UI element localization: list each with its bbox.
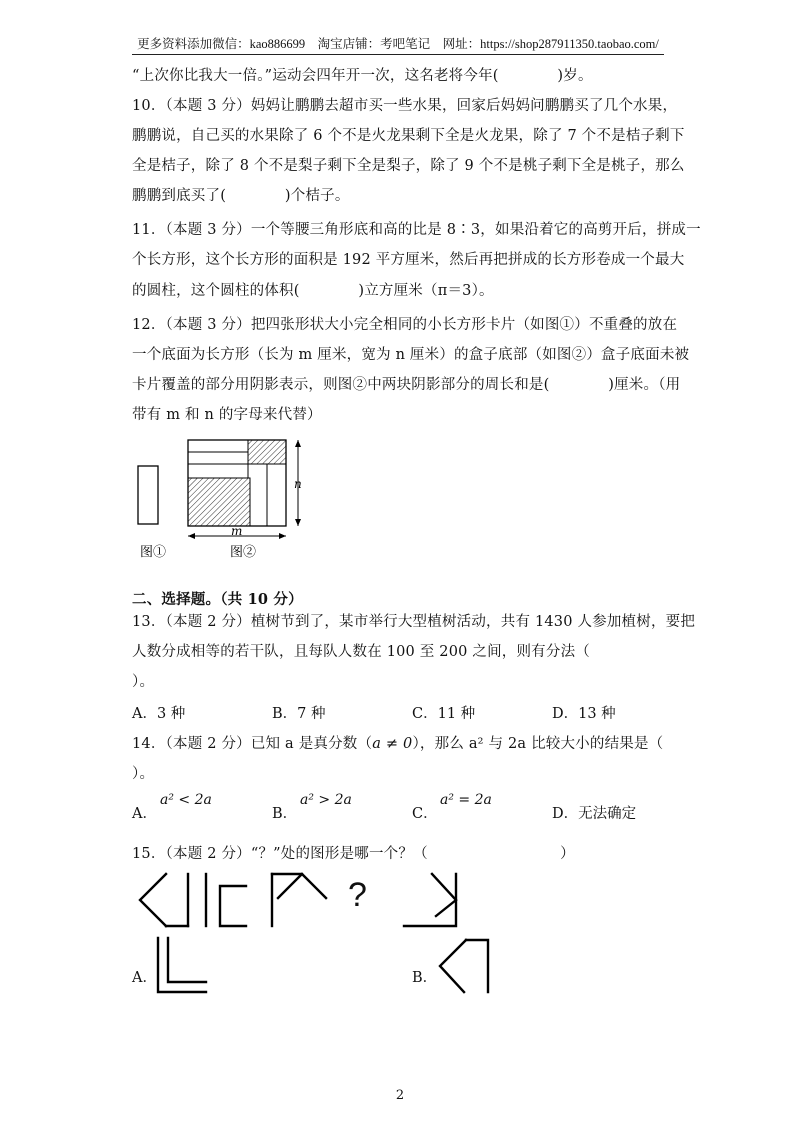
question-12-line: 带有 m 和 n 的字母来代替） [132, 407, 322, 423]
question-14-text: 14．（本题 2 分）已知 a 是真分数（ [132, 736, 373, 752]
sequence-shape-1 [140, 874, 166, 926]
m-label: m [231, 524, 243, 538]
page-header: 更多资料添加微信：kao886699 淘宝店铺：考吧笔记 网址：https://shop287911350.taobao.com/ [132, 34, 664, 55]
question-15-sequence [136, 872, 476, 932]
option-a-shape [154, 936, 214, 996]
question-14-condition: a ≠ 0 [372, 736, 413, 752]
option-c: C．11 种 [412, 706, 476, 722]
question-12-figure [130, 432, 330, 562]
question-14-line: ）。 [132, 766, 155, 782]
question-11-line: 11．（本题 3 分）一个等腰三角形底和高的比是 8∶3，如果沿着它的高剪开后，拼成一 [132, 222, 701, 238]
question-13-line: 13．（本题 2 分）植树节到了，某市举行大型植树活动，共有 1430 人参加植树，要把 [132, 614, 696, 630]
question-15-line: 15．（本题 2 分）“？”处的图形是哪一个？（ ） [132, 846, 575, 862]
option-c-label: C． [412, 806, 438, 822]
question-13-line: 人数分成相等的若干队，且每队人数在 100 至 200 之间，则有分法（ [132, 644, 590, 660]
option-b-label: B． [412, 970, 438, 986]
option-d: D．13 种 [552, 706, 616, 722]
option-b-label: B． [272, 806, 298, 822]
option-a: A．3 种 [132, 706, 186, 722]
option-b-shape [436, 938, 496, 998]
text-line: “上次你比我大一倍。”运动会四年开一次，这名老将今年( )岁。 [132, 68, 593, 84]
figure-2-caption: 图② [230, 545, 257, 560]
option-b-formula: a² > 2a [300, 792, 352, 808]
n-label: n [294, 477, 302, 491]
sequence-shape-5 [404, 874, 456, 926]
question-14-text-cont: ），那么 a² 与 2a 比较大小的结果是（ [412, 736, 664, 752]
option-d: D．无法确定 [552, 806, 637, 822]
shaded-region-top [248, 440, 286, 464]
question-mark: ? [348, 876, 367, 914]
option-a-formula: a² < 2a [160, 792, 212, 808]
option-c-formula: a² = 2a [440, 792, 492, 808]
option-a-label: A． [132, 970, 157, 986]
card-rectangle [138, 466, 158, 524]
question-10-line: 10．（本题 3 分）妈妈让鹏鹏去超市买一些水果，回家后妈妈问鹏鹏买了几个水果， [132, 98, 678, 114]
option-b: B．7 种 [272, 706, 326, 722]
question-14-line [132, 732, 663, 753]
question-13-line: ）。 [132, 674, 155, 690]
question-11-line: 的圆柱，这个圆柱的体积( )立方厘米（π＝3）。 [132, 283, 494, 299]
question-12-line: 一个底面为长方形（长为 m 厘米，宽为 n 厘米）的盒子底部（如图②）盒子底面未被 [132, 347, 690, 363]
sequence-shape-2 [220, 886, 246, 926]
question-11-line: 个长方形，这个长方形的面积是 192 平方厘米，然后再把拼成的长方形卷成一个最大 [132, 252, 685, 268]
question-10-line: 鹏鹏说，自己买的水果除了 6 个不是火龙果剩下全是火龙果，除了 7 个不是桔子剩下 [132, 128, 685, 144]
question-12-line: 12．（本题 3 分）把四张形状大小完全相同的小长方形卡片（如图①）不重叠的放在 [132, 317, 678, 333]
shaded-region-bottom [188, 478, 250, 526]
option-a-label: A． [132, 806, 157, 822]
figure-1-caption: 图① [140, 545, 167, 560]
page-number: 2 [395, 1088, 405, 1103]
question-12-line: 卡片覆盖的部分用阴影表示，则图②中两块阴影部分的周长和是( )厘米。（用 [132, 377, 681, 393]
question-10-line: 鹏鹏到底买了( )个桔子。 [132, 188, 350, 204]
question-10-line: 全是桔子，除了 8 个不是梨子剩下全是梨子，除了 9 个不是桃子剩下全是桃子，那么 [132, 158, 685, 174]
section-2-heading: 二、选择题。（共 10 分） [132, 591, 303, 608]
